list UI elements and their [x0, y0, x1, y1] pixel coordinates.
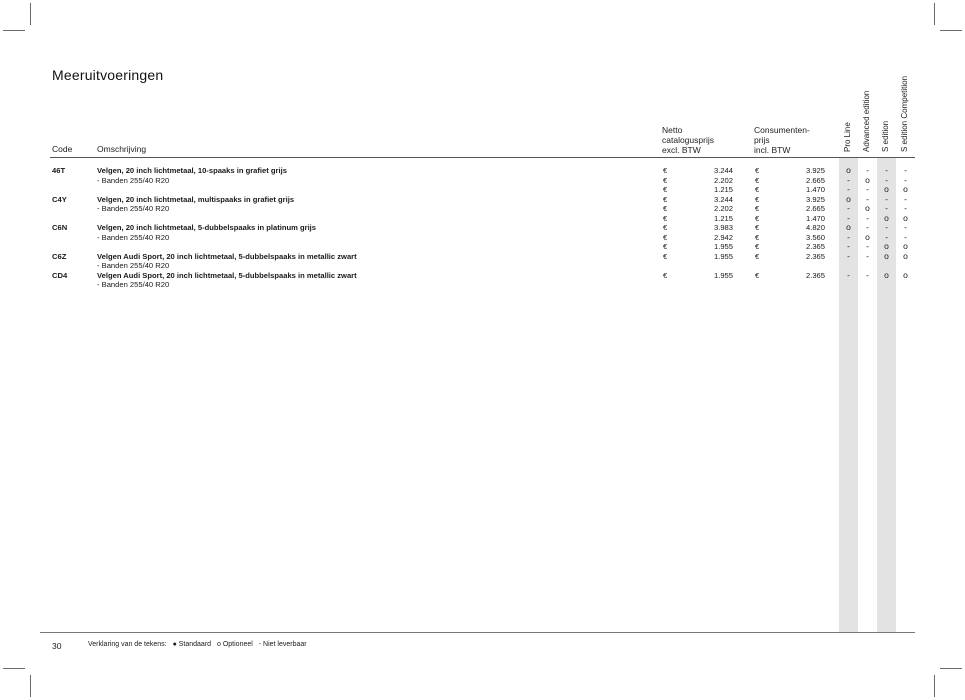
header-net-price: Netto catalogusprijs excl. BTW	[662, 125, 714, 155]
availability-mark: -	[904, 231, 907, 242]
availability-mark: -	[866, 193, 869, 204]
table-row	[0, 176, 965, 186]
availability-mark: -	[866, 250, 869, 261]
currency-symbol: €	[663, 166, 668, 175]
consumer-price: 2.665	[805, 175, 825, 185]
footer-rule	[40, 632, 915, 633]
net-price: 1.215	[713, 185, 733, 194]
page-number: 30	[52, 641, 62, 651]
consumer-price: 3.560	[805, 232, 825, 242]
availability-mark: o	[865, 203, 870, 213]
option-description: Velgen Audi Sport, 20 inch lichtmetaal, 5-dubbelspaaks in metallic zwart	[97, 270, 357, 280]
availability-mark: -	[866, 212, 869, 223]
availability-mark: -	[904, 165, 907, 175]
option-description: Velgen, 20 inch lichtmetaal, 5-dubbelspaaks in platinum grijs	[97, 223, 317, 232]
net-price: 1.955	[713, 270, 733, 280]
header-code: Code	[52, 144, 73, 154]
availability-mark: -	[847, 212, 850, 223]
option-description: - Banden 255/40 R20	[97, 175, 170, 185]
currency-symbol: €	[755, 223, 760, 232]
table-row	[0, 223, 965, 233]
header-description: Omschrijving	[97, 144, 147, 154]
option-description: - Banden 255/40 R20	[97, 204, 170, 213]
currency-symbol: €	[663, 185, 668, 194]
option-description: - Banden 255/40 R20	[97, 261, 170, 270]
availability-mark: -	[847, 174, 850, 185]
currency-symbol: €	[755, 270, 760, 280]
availability-mark: -	[904, 174, 907, 185]
currency-symbol: €	[755, 185, 760, 194]
currency-symbol: €	[755, 175, 760, 185]
availability-mark: o	[846, 193, 851, 204]
currency-symbol: €	[663, 223, 668, 232]
consumer-price: 2.365	[805, 242, 825, 251]
availability-mark: o	[903, 250, 908, 261]
net-price: 2.202	[713, 204, 733, 213]
availability-mark: -	[885, 222, 888, 232]
availability-mark: o	[884, 269, 889, 280]
availability-mark: o	[846, 165, 851, 175]
availability-mark: -	[847, 241, 850, 251]
currency-symbol: €	[663, 204, 668, 213]
table-row	[0, 280, 965, 290]
net-price: 3.983	[713, 223, 733, 232]
availability-mark: -	[885, 203, 888, 213]
availability-mark: -	[866, 241, 869, 251]
availability-mark: -	[904, 193, 907, 204]
net-price: 1.955	[713, 251, 733, 261]
availability-mark: o	[903, 212, 908, 223]
header-rule	[50, 157, 915, 158]
option-code: 46T	[52, 166, 66, 175]
page-title: Meeruitvoeringen	[52, 67, 164, 83]
currency-symbol: €	[663, 232, 668, 242]
header-pro-line: Pro Line	[843, 122, 852, 152]
table-row	[0, 214, 965, 224]
availability-mark: o	[865, 174, 870, 185]
legend-na: - Niet leverbaar	[258, 641, 307, 648]
availability-mark: o	[884, 241, 889, 251]
consumer-price: 2.365	[805, 251, 825, 261]
consumer-price: 3.925	[805, 166, 825, 175]
net-price: 1.955	[713, 242, 733, 251]
consumer-price: 3.925	[805, 194, 825, 204]
availability-mark: -	[847, 231, 850, 242]
currency-symbol: €	[755, 204, 760, 213]
table-row	[0, 185, 965, 195]
option-code: CD4	[52, 270, 68, 280]
consumer-price: 1.470	[805, 213, 825, 223]
crop-mark	[934, 3, 935, 25]
currency-symbol: €	[663, 213, 668, 223]
net-price: 2.942	[713, 232, 733, 242]
option-description: - Banden 255/40 R20	[97, 232, 170, 242]
table-row	[0, 204, 965, 214]
header-s-edition: S edition	[881, 120, 890, 152]
legend-prefix: Verklaring van de tekens:	[88, 641, 167, 648]
header-consumer-price: Consumenten- prijs incl. BTW	[754, 125, 810, 155]
availability-mark: -	[847, 184, 850, 194]
crop-mark	[940, 30, 962, 31]
consumer-price: 2.365	[805, 270, 825, 280]
crop-mark	[3, 30, 25, 31]
option-description: Velgen, 20 inch lichtmetaal, multispaaks in grafiet grijs	[97, 194, 295, 204]
currency-symbol: €	[755, 232, 760, 242]
availability-mark: -	[885, 165, 888, 175]
option-code: C6N	[52, 223, 68, 232]
currency-symbol: €	[663, 251, 668, 261]
currency-symbol: €	[755, 166, 760, 175]
availability-mark: -	[885, 193, 888, 204]
crop-mark	[30, 3, 31, 25]
consumer-price: 4.820	[805, 223, 825, 232]
currency-symbol: €	[663, 242, 668, 251]
availability-mark: -	[866, 222, 869, 232]
currency-symbol: €	[755, 251, 760, 261]
availability-mark: o	[846, 222, 851, 232]
currency-symbol: €	[755, 213, 760, 223]
availability-mark: o	[884, 250, 889, 261]
currency-symbol: €	[663, 175, 668, 185]
availability-mark: -	[866, 184, 869, 194]
availability-mark: o	[903, 184, 908, 194]
legend-standard: ● Standaard	[172, 641, 212, 648]
currency-symbol: €	[755, 242, 760, 251]
table-row	[0, 261, 965, 271]
availability-mark: o	[884, 212, 889, 223]
table-row	[0, 233, 965, 243]
availability-mark: -	[885, 174, 888, 185]
crop-mark	[940, 668, 962, 669]
net-price: 2.202	[713, 175, 733, 185]
availability-mark: o	[903, 241, 908, 251]
currency-symbol: €	[755, 194, 760, 204]
consumer-price: 2.665	[805, 204, 825, 213]
currency-symbol: €	[663, 194, 668, 204]
legend-optional: o Optioneel	[217, 641, 253, 648]
availability-mark: o	[903, 269, 908, 280]
currency-symbol: €	[663, 270, 668, 280]
availability-mark: -	[847, 203, 850, 213]
availability-mark: -	[885, 231, 888, 242]
header-s-edition-competition: S edition Competition	[900, 75, 909, 152]
crop-mark	[3, 668, 25, 669]
availability-mark: -	[904, 222, 907, 232]
option-code: C6Z	[52, 251, 67, 261]
option-description: Velgen Audi Sport, 20 inch lichtmetaal, 5-dubbelspaaks in metallic zwart	[97, 251, 357, 261]
option-description: - Banden 255/40 R20	[97, 280, 170, 289]
availability-mark: -	[866, 165, 869, 175]
net-price: 1.215	[713, 213, 733, 223]
availability-mark: -	[847, 269, 850, 280]
option-code: C4Y	[52, 194, 67, 204]
consumer-price: 1.470	[805, 185, 825, 194]
table-row	[0, 271, 965, 281]
crop-mark	[934, 675, 935, 697]
availability-mark: -	[904, 203, 907, 213]
option-description: Velgen, 20 inch lichtmetaal, 10-spaaks in grafiet grijs	[97, 166, 287, 175]
header-advanced-edition: Advanced edition	[862, 90, 871, 152]
availability-mark: o	[884, 184, 889, 194]
availability-mark: -	[866, 269, 869, 280]
net-price: 3.244	[713, 166, 733, 175]
availability-mark: o	[865, 231, 870, 242]
table-row	[0, 242, 965, 252]
table-row	[0, 166, 965, 176]
availability-mark: -	[847, 250, 850, 261]
legend	[88, 641, 307, 648]
table-row	[0, 252, 965, 262]
table-row	[0, 195, 965, 205]
net-price: 3.244	[713, 194, 733, 204]
crop-mark	[30, 675, 31, 697]
